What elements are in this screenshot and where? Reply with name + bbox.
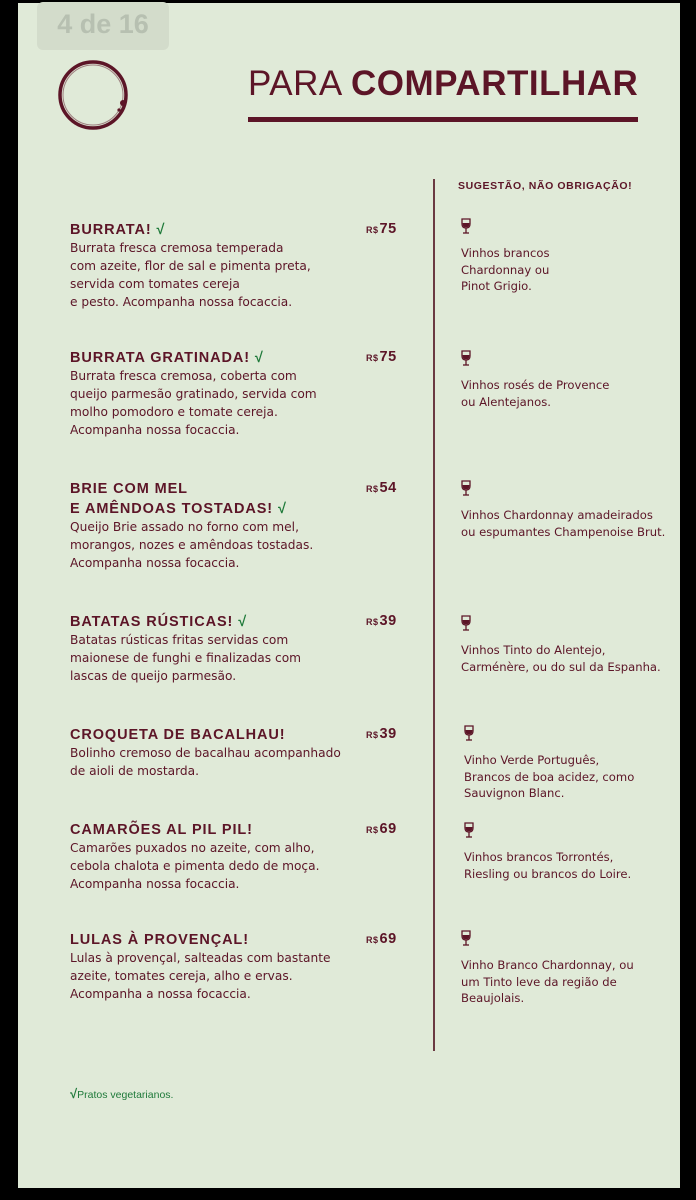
wine-glass-icon	[464, 725, 474, 741]
item-name: CROQUETA DE BACALHAU!	[70, 727, 286, 743]
menu-item	[70, 348, 370, 439]
currency-symbol: R$	[366, 935, 379, 945]
item-price	[366, 613, 426, 629]
page-counter: 4 de 16	[37, 2, 169, 50]
wine-glass-icon	[461, 218, 471, 234]
wine-suggestion-heading: SUGESTÃO, NÃO OBRIGAÇÃO!	[458, 180, 633, 192]
wine-suggestion	[461, 218, 671, 295]
currency-symbol: R$	[366, 353, 379, 363]
wine-glass-icon	[464, 822, 474, 838]
item-description: Queijo Brie assado no forno com mel, morangos, nozes e amêndoas tostadas. Acompanha nossa focaccia.	[70, 520, 314, 570]
item-price	[366, 821, 426, 837]
title-underline	[248, 117, 638, 122]
wine-suggestion-text: Vinhos brancos Chardonnay ou Pinot Grigio.	[461, 246, 550, 293]
price-value: 39	[379, 726, 397, 742]
currency-symbol: R$	[366, 225, 379, 235]
vegetarian-check-icon: √	[277, 501, 287, 517]
item-description: Bolinho cremoso de bacalhau acompanhado de aioli de mostarda.	[70, 746, 341, 778]
price-value: 39	[379, 613, 397, 629]
vegetarian-check-icon: √	[70, 1086, 78, 1101]
price-value: 69	[379, 821, 397, 837]
menu-item	[70, 930, 370, 1003]
wine-glass-icon	[461, 480, 471, 496]
title-light: PARA	[248, 64, 352, 103]
wine-suggestion-text: Vinhos Chardonnay amadeirados ou espumantes Champenoise Brut.	[461, 508, 666, 539]
menu-item	[70, 820, 370, 893]
item-description: Batatas rústicas fritas servidas com maionese de funghi e finalizadas com lascas de queijo parmesão.	[70, 633, 302, 683]
item-name: BATATAS RÚSTICAS! √	[70, 614, 248, 630]
wine-suggestion-text: Vinhos rosés de Provence ou Alentejanos.	[461, 378, 610, 409]
item-price	[366, 221, 426, 237]
column-divider	[433, 179, 435, 1051]
wine-suggestion-text: Vinhos Tinto do Alentejo, Carménère, ou do sul da Espanha.	[461, 643, 661, 674]
vegetarian-check-icon: √	[156, 222, 166, 238]
price-value: 54	[379, 480, 397, 496]
currency-symbol: R$	[366, 825, 379, 835]
wine-suggestion-text: Vinho Verde Português, Brancos de boa acidez, como Sauvignon Blanc.	[464, 753, 635, 800]
wine-suggestion-text: Vinhos brancos Torrontés, Riesling ou brancos do Loire.	[464, 850, 632, 881]
currency-symbol: R$	[366, 484, 379, 494]
footnote	[70, 1086, 173, 1101]
wine-suggestion	[464, 725, 674, 802]
wine-suggestion	[464, 822, 674, 882]
item-description: Lulas à provençal, salteadas com bastante azeite, tomates cereja, alho e ervas. Acompanha a nossa focaccia.	[70, 951, 331, 1001]
wine-suggestion	[461, 615, 671, 675]
wine-suggestion	[461, 930, 671, 1007]
wine-glass-icon	[461, 930, 471, 946]
price-value: 69	[379, 931, 397, 947]
price-value: 75	[379, 221, 397, 237]
item-price	[366, 480, 426, 496]
vegetarian-check-icon: √	[238, 614, 248, 630]
currency-symbol: R$	[366, 617, 379, 627]
item-price	[366, 931, 426, 947]
menu-item	[70, 612, 370, 685]
item-name: CAMARÕES AL PIL PIL!	[70, 822, 253, 838]
vegetarian-check-icon: √	[254, 350, 264, 366]
menu-item	[70, 479, 370, 572]
menu-item	[70, 725, 370, 780]
wine-suggestion	[461, 350, 671, 410]
item-name: BURRATA GRATINADA! √	[70, 350, 264, 366]
item-name: LULAS À PROVENÇAL!	[70, 932, 249, 948]
wine-glass-icon	[461, 350, 471, 366]
item-name: BRIE COM MEL E AMÊNDOAS TOSTADAS! √	[70, 481, 287, 517]
item-description: Burrata fresca cremosa, coberta com queijo parmesão gratinado, servida com molho pomodoro e tomate cereja. Acompanha nossa focaccia.	[70, 369, 317, 437]
item-description: Camarões puxados no azeite, com alho, cebola chalota e pimenta dedo de moça. Acompanha nossa focaccia.	[70, 841, 320, 891]
item-description: Burrata fresca cremosa temperada com azeite, flor de sal e pimenta preta, servida com tomates cereja e pesto. Acompanha nossa focaccia.	[70, 241, 311, 309]
wine-stain-logo	[57, 59, 129, 131]
page-title	[248, 64, 638, 104]
footnote-text: Pratos vegetarianos.	[77, 1089, 174, 1101]
wine-suggestion	[461, 480, 671, 540]
currency-symbol: R$	[366, 730, 379, 740]
price-value: 75	[379, 349, 397, 365]
menu-item	[70, 220, 370, 311]
wine-glass-icon	[461, 615, 471, 631]
item-price	[366, 726, 426, 742]
item-price	[366, 349, 426, 365]
item-name: BURRATA! √	[70, 222, 166, 238]
title-bold: COMPARTILHAR	[351, 64, 639, 103]
wine-suggestion-text: Vinho Branco Chardonnay, ou um Tinto leve da região de Beaujolais.	[461, 958, 634, 1005]
